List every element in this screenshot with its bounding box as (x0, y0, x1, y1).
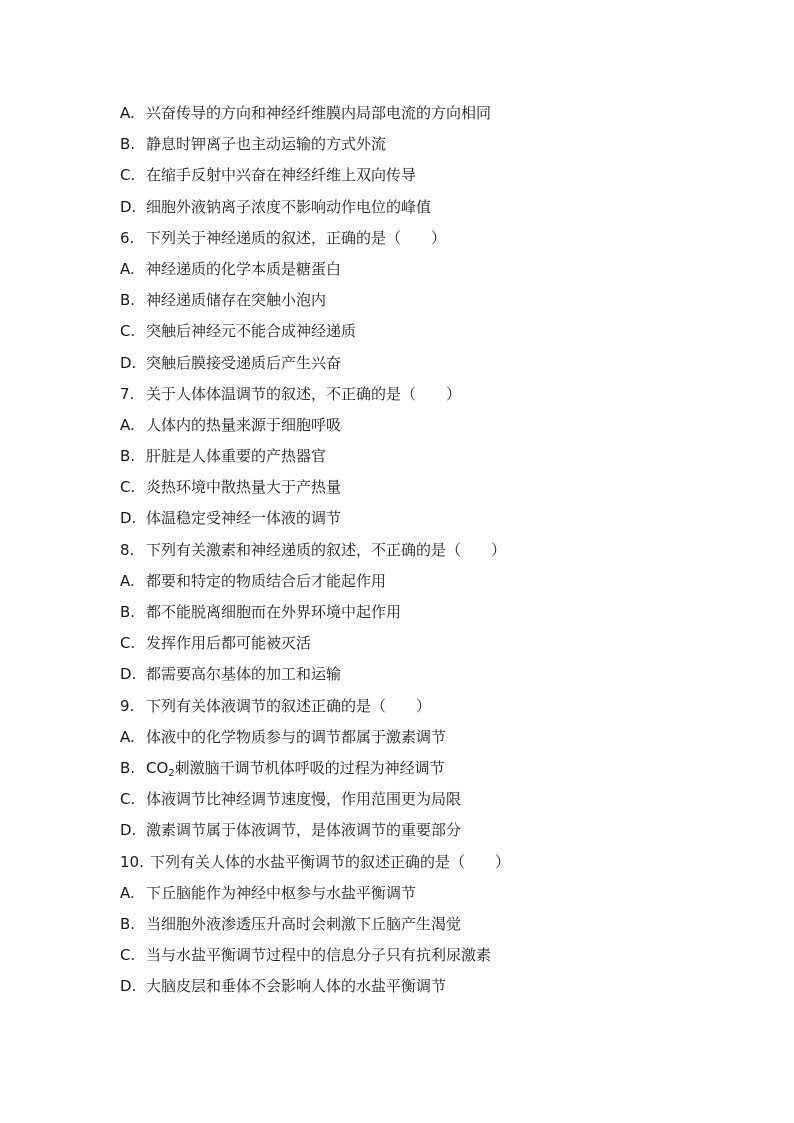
option-line (120, 909, 760, 940)
option-text: 兴奋传导的方向和神经纤维膜内局部电流的方向相同 (146, 104, 492, 122)
option-line (120, 316, 760, 347)
question-text: 下列有关人体的水盐平衡调节的叙述正确的是（ ） (150, 852, 511, 871)
option-label: C. (120, 790, 136, 809)
option-line (120, 659, 760, 690)
option-label: D. (120, 977, 137, 996)
option-text: 神经递质储存在突触小泡内 (146, 291, 327, 310)
question-line (120, 379, 760, 410)
option-label: A. (120, 571, 135, 590)
option-text: 都需要高尔基体的加工和运输 (146, 665, 342, 684)
option-label: A. (120, 104, 135, 122)
option-text: 大脑皮层和垂体不会影响人体的水盐平衡调节 (146, 977, 447, 996)
question-text: 关于人体体温调节的叙述，不正确的是（ ） (146, 384, 462, 403)
co2-text: CO (146, 758, 169, 777)
option-line (120, 129, 760, 160)
option-line (120, 815, 760, 846)
question-line (120, 535, 760, 566)
option-label: A. (120, 415, 135, 434)
option-text: 炎热环境中散热量大于产热量 (146, 478, 342, 497)
option-label: B. (120, 447, 136, 466)
option-text: 发挥作用后都可能被灭活 (146, 634, 312, 653)
option-label: D. (120, 509, 137, 528)
question-number: 6. (120, 228, 135, 247)
option-text: 当细胞外液渗透压升高时会刺激下丘脑产生渴觉 (146, 914, 462, 933)
question-number: 10. (120, 852, 144, 871)
question-number: 8. (120, 540, 135, 559)
option-line (120, 971, 760, 1002)
option-text: 神经递质的化学本质是糖蛋白 (146, 259, 342, 278)
option-line (120, 160, 760, 191)
option-text: 刺激脑干调节机体呼吸的过程为神经调节 (174, 758, 445, 777)
question-number: 7. (120, 384, 135, 403)
option-line (120, 784, 760, 815)
question-list (120, 98, 760, 1002)
option-label: D. (120, 821, 137, 840)
option-line (120, 472, 760, 503)
option-label: B. (120, 135, 136, 154)
option-text: 都要和特定的物质结合后才能起作用 (146, 571, 387, 590)
option-text: 人体内的热量来源于细胞呼吸 (146, 415, 342, 434)
option-line (120, 285, 760, 316)
option-label: C. (120, 478, 136, 497)
question-text: 下列有关激素和神经递质的叙述，不正确的是（ ） (146, 540, 507, 559)
question-number: 9. (120, 696, 135, 715)
co2-formula (146, 759, 175, 777)
option-text: 下丘脑能作为神经中枢参与水盐平衡调节 (146, 883, 417, 902)
option-line (120, 597, 760, 628)
option-label: A. (120, 259, 135, 278)
option-text: 突触后神经元不能合成神经递质 (146, 322, 357, 341)
option-line (120, 503, 760, 534)
option-line (120, 722, 760, 753)
question-line (120, 223, 760, 254)
option-line (120, 940, 760, 971)
option-line (120, 566, 760, 597)
option-line (120, 98, 760, 129)
option-label: B. (120, 914, 136, 933)
option-line (120, 628, 760, 659)
question-text: 下列有关体液调节的叙述正确的是（ ） (146, 696, 432, 715)
option-line (120, 410, 760, 441)
option-line (120, 878, 760, 909)
option-label: D. (120, 353, 137, 372)
option-label: C. (120, 166, 136, 185)
option-label: D. (120, 665, 137, 684)
option-label: B. (120, 603, 136, 621)
co2-subscript: 2 (168, 767, 175, 779)
option-label: C. (120, 634, 136, 653)
option-line (120, 192, 760, 223)
option-text: 突触后膜接受递质后产生兴奋 (146, 353, 342, 372)
option-text: 细胞外液钠离子浓度不影响动作电位的峰值 (146, 197, 432, 216)
option-text: 静息时钾离子也主动运输的方式外流 (146, 135, 387, 154)
option-label: B. (120, 758, 136, 777)
option-label: B. (120, 291, 136, 310)
option-line (120, 753, 760, 784)
option-text: 都不能脱离细胞而在外界环境中起作用 (146, 603, 402, 621)
option-text: 体温稳定受神经一体液的调节 (146, 509, 342, 528)
option-text: 体液调节比神经调节速度慢，作用范围更为局限 (146, 790, 462, 809)
question-text: 下列关于神经递质的叙述，正确的是（ ） (146, 228, 447, 247)
option-line (120, 441, 760, 472)
option-text: 体液中的化学物质参与的调节都属于激素调节 (146, 727, 447, 746)
option-label: A. (120, 883, 135, 902)
option-line (120, 254, 760, 285)
option-label: C. (120, 946, 136, 965)
option-label: C. (120, 322, 136, 341)
question-line (120, 691, 760, 722)
option-text: 激素调节属于体液调节，是体液调节的重要部分 (146, 821, 462, 840)
option-label: A. (120, 727, 135, 746)
option-line (120, 348, 760, 379)
question-line (120, 847, 760, 878)
option-text: 在缩手反射中兴奋在神经纤维上双向传导 (146, 166, 417, 185)
option-text: 肝脏是人体重要的产热器官 (146, 447, 327, 466)
option-text: 当与水盐平衡调节过程中的信息分子只有抗利尿激素 (146, 946, 492, 965)
option-label: D. (120, 197, 137, 216)
